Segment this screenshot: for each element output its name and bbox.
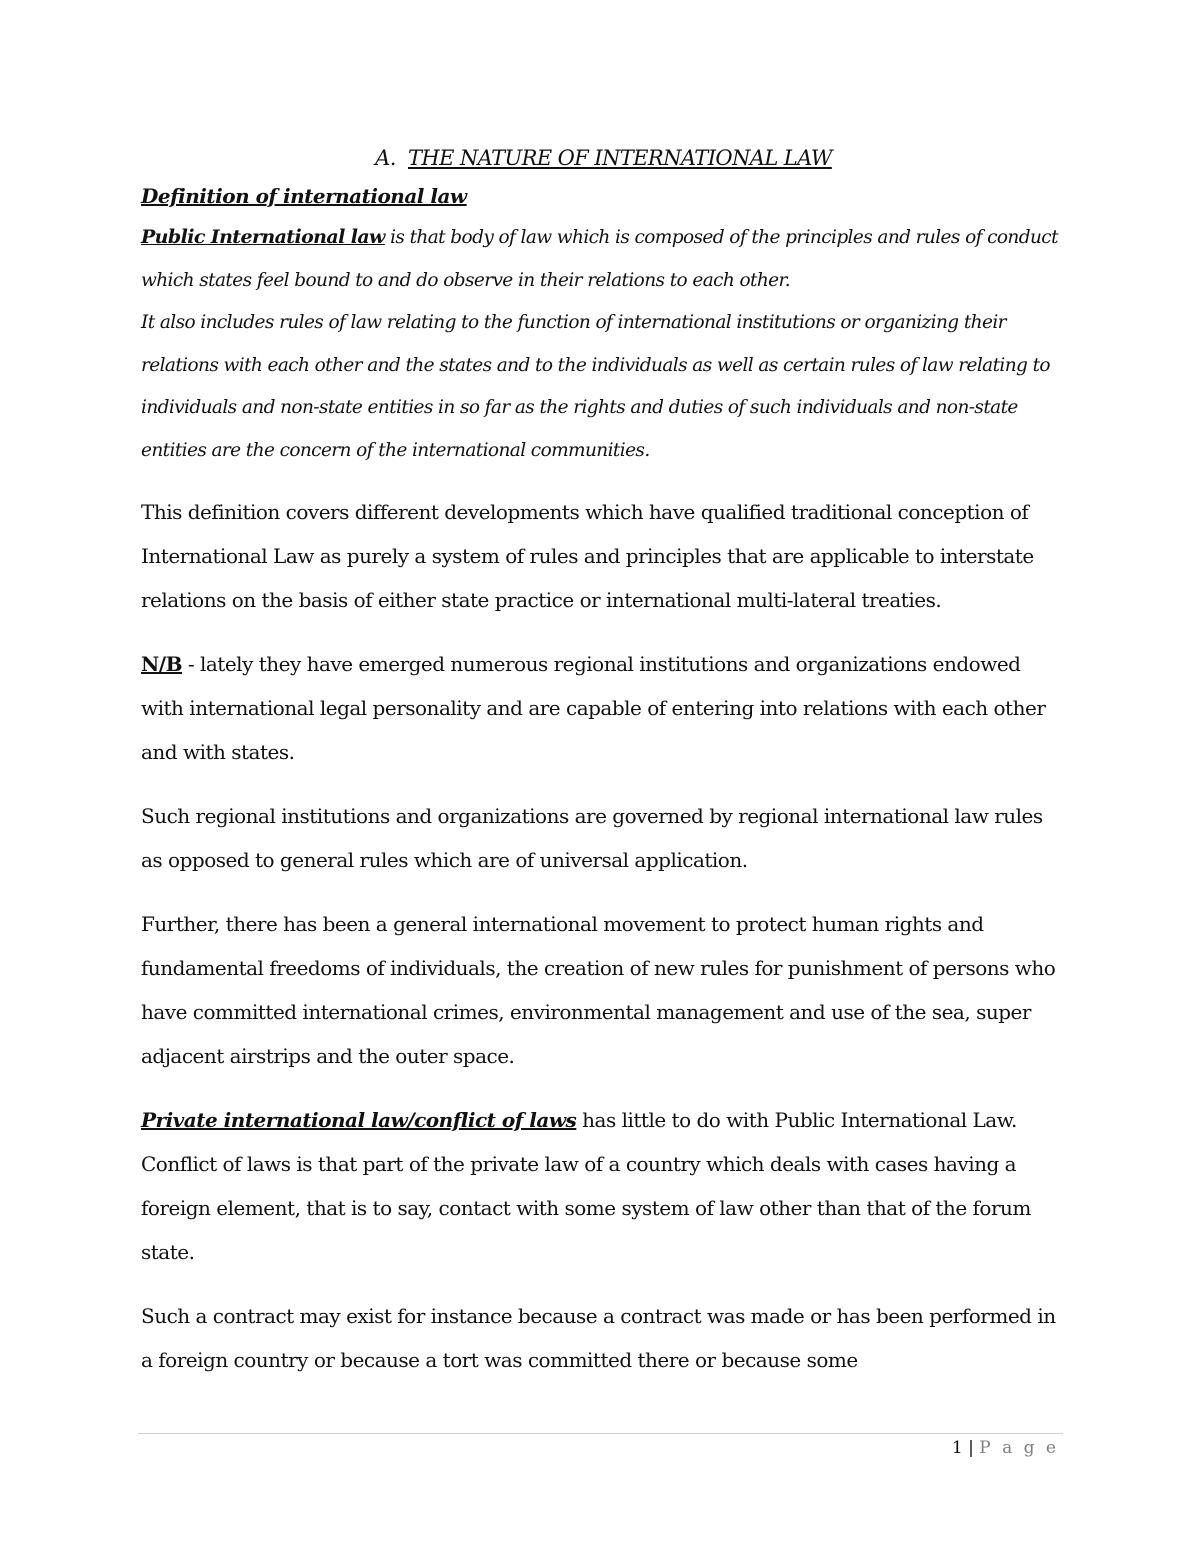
nb-text: - lately they have emerged numerous regional institutions and organizations endowed with international legal personality and are capable of entering into relations with each other and with states.	[141, 652, 1046, 764]
paragraph-human-rights: Further, there has been a general international movement to protect human rights and fundamental freedoms of individuals, the creation of new rules for punishment of persons who have committed international crimes, environmental management and use of the sea, super adjacent airstrips and the outer space.	[141, 912, 1056, 1068]
paragraph-nb	[141, 642, 1066, 774]
pil-text: has little to do with Public International Law. Conflict of laws is that part of the private law of a country which deals with cases having a foreign element, that is to say, contact with some system of law other than that of the forum state.	[141, 1108, 1031, 1264]
definition-lead: Public International law	[141, 226, 385, 248]
page-content	[141, 140, 1066, 1402]
paragraph-regional-institutions: Such regional institutions and organizations are governed by regional international law rules as opposed to general rules which are of universal application.	[141, 804, 1043, 872]
paragraph-private-international-law	[141, 1098, 1066, 1274]
page-footer	[952, 1438, 1059, 1458]
page-title	[141, 140, 1066, 176]
definition-paragraph-1	[141, 216, 1066, 302]
page-number: 1	[951, 1438, 963, 1458]
spacer	[141, 472, 1066, 490]
nb-label: N/B	[141, 652, 182, 676]
footer-divider	[138, 1433, 1063, 1434]
definition-p1-text: is that body of law which is composed of the principles and rules of conduct which states feel bound to and do observe in their relations to each other.	[141, 227, 1058, 291]
paragraph-contract-example: Such a contract may exist for instance because a contract was made or has been performed in a foreign country or because a tort was committed there or because some	[141, 1304, 1056, 1372]
page-label: P a g e	[979, 1438, 1059, 1458]
title-number: A.	[375, 146, 396, 170]
definition-heading: Definition of international law	[141, 184, 467, 208]
pil-label: Private international law/conflict of laws	[141, 1108, 577, 1132]
footer-separator: |	[962, 1438, 980, 1458]
title-text: THE NATURE OF INTERNATIONAL LAW	[407, 146, 832, 170]
paragraph-definition-coverage: This definition covers different developments which have qualified traditional conception of International Law as purely a system of rules and principles that are applicable to interstate relations on the basis of either state practice or international multi-lateral treaties.	[141, 500, 1034, 612]
definition-paragraph-2: It also includes rules of law relating to the function of international institutions or organizing their relations with each other and the states and to the individuals as well as certain rules of law relating to individuals and non-state entities in so far as the rights and duties of such individuals and non-state entities are the concern of the international communities.	[141, 312, 1050, 461]
